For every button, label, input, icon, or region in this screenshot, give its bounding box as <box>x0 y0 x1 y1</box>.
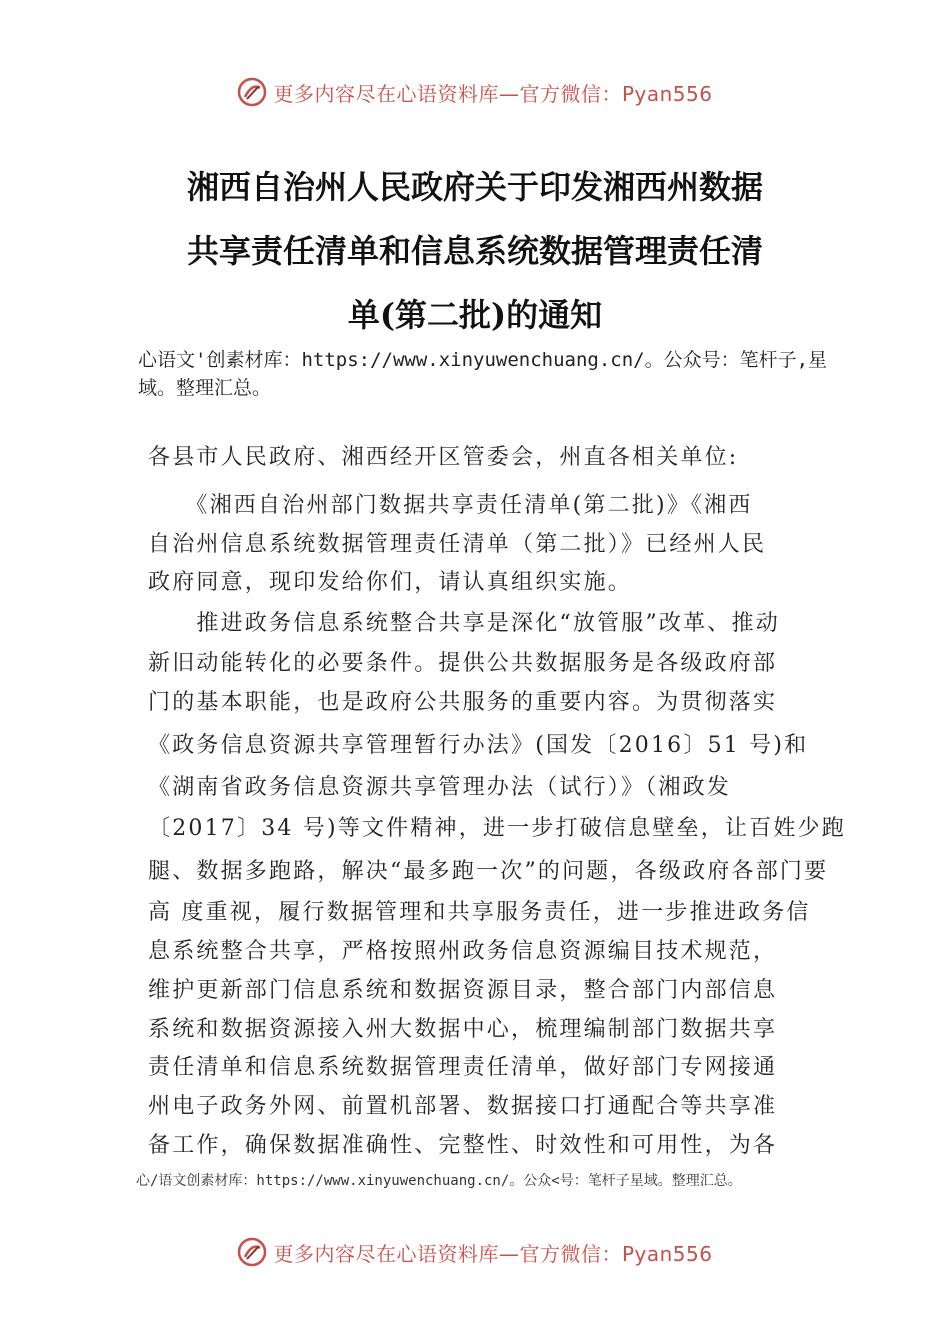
body-line: 《湘西自治州部门数据共享责任清单(第二批)》《湘西 <box>148 493 753 518</box>
body-line: 《政务信息资源共享管理暂行办法》(国发〔2016〕51 号)和 <box>148 733 809 758</box>
top-banner <box>0 72 950 112</box>
body-line: 系统和数据资源接入州大数据中心，梳理编制部门数据共享 <box>148 1017 778 1042</box>
body-line: 高 度重视，履行数据管理和共享服务责任，进一步推进政务信 <box>148 900 811 925</box>
xinyu-logo-icon <box>237 1237 267 1267</box>
title-line-2: 共享责任清单和信息系统数据管理责任清 <box>186 232 763 270</box>
title-line-3: 单(第二批)的通知 <box>347 296 603 334</box>
body-line: 备工作，确保数据准确性、完整性、时效性和可用性，为各 <box>148 1133 778 1158</box>
banner-text: 更多内容尽在心语资料库—官方微信：Pyan556 <box>273 81 713 106</box>
xinyu-logo-icon <box>237 77 267 107</box>
body-line: 维护更新部门信息系统和数据资源目录，整合部门内部信息 <box>148 978 778 1003</box>
banner-text: 更多内容尽在心语资料库—官方微信：Pyan556 <box>273 1241 713 1266</box>
body-line: 息系统整合共享，严格按照州政务信息资源编目技术规范， <box>148 939 778 964</box>
body-line: 责任清单和信息系统数据管理责任清单，做好部门专网接通 <box>148 1055 778 1080</box>
body-line: 腿、数据多跑路，解决“最多跑一次”的问题，各级政府各部门要 <box>148 859 829 884</box>
body-line: 〔2017〕34 号)等文件精神，进一步打破信息壁垒，让百姓少跑 <box>148 816 846 841</box>
body-line: 自治州信息系统数据管理责任清单（第二批）》已经州人民 <box>148 532 767 557</box>
body-line: 政府同意，现印发给你们，请认真组织实施。 <box>148 570 633 595</box>
source-note: 心语文'创素材库：https://www.xinyuwenchuang.cn/。公众号：笔杆子,星域。整理汇总。 <box>138 349 828 399</box>
body-line: 州电子政务外网、前置机部署、数据接口打通配合等共享准 <box>148 1094 778 1119</box>
body-line: 各县市人民政府、湘西经开区管委会，州直各相关单位: <box>148 445 739 470</box>
body-line: 新旧动能转化的必要条件。提供公共数据服务是各级政府部 <box>148 651 778 676</box>
footer-note: 心/语文创素材库：https://www.xinyuwenchuang.cn/。公众<号：笔杆子星域。整理汇总。 <box>136 1173 742 1189</box>
body-line: 门的基本职能，也是政府公共服务的重要内容。为贯彻落实 <box>148 690 778 715</box>
body-line: 《湖南省政务信息资源共享管理办法（试行）》（湘政发 <box>148 775 732 800</box>
bottom-banner <box>0 1232 950 1272</box>
title-line-1: 湘西自治州人民政府关于印发湘西州数据 <box>186 168 763 206</box>
body-line: 推进政务信息系统整合共享是深化“放管服”改革、推动 <box>148 611 780 636</box>
